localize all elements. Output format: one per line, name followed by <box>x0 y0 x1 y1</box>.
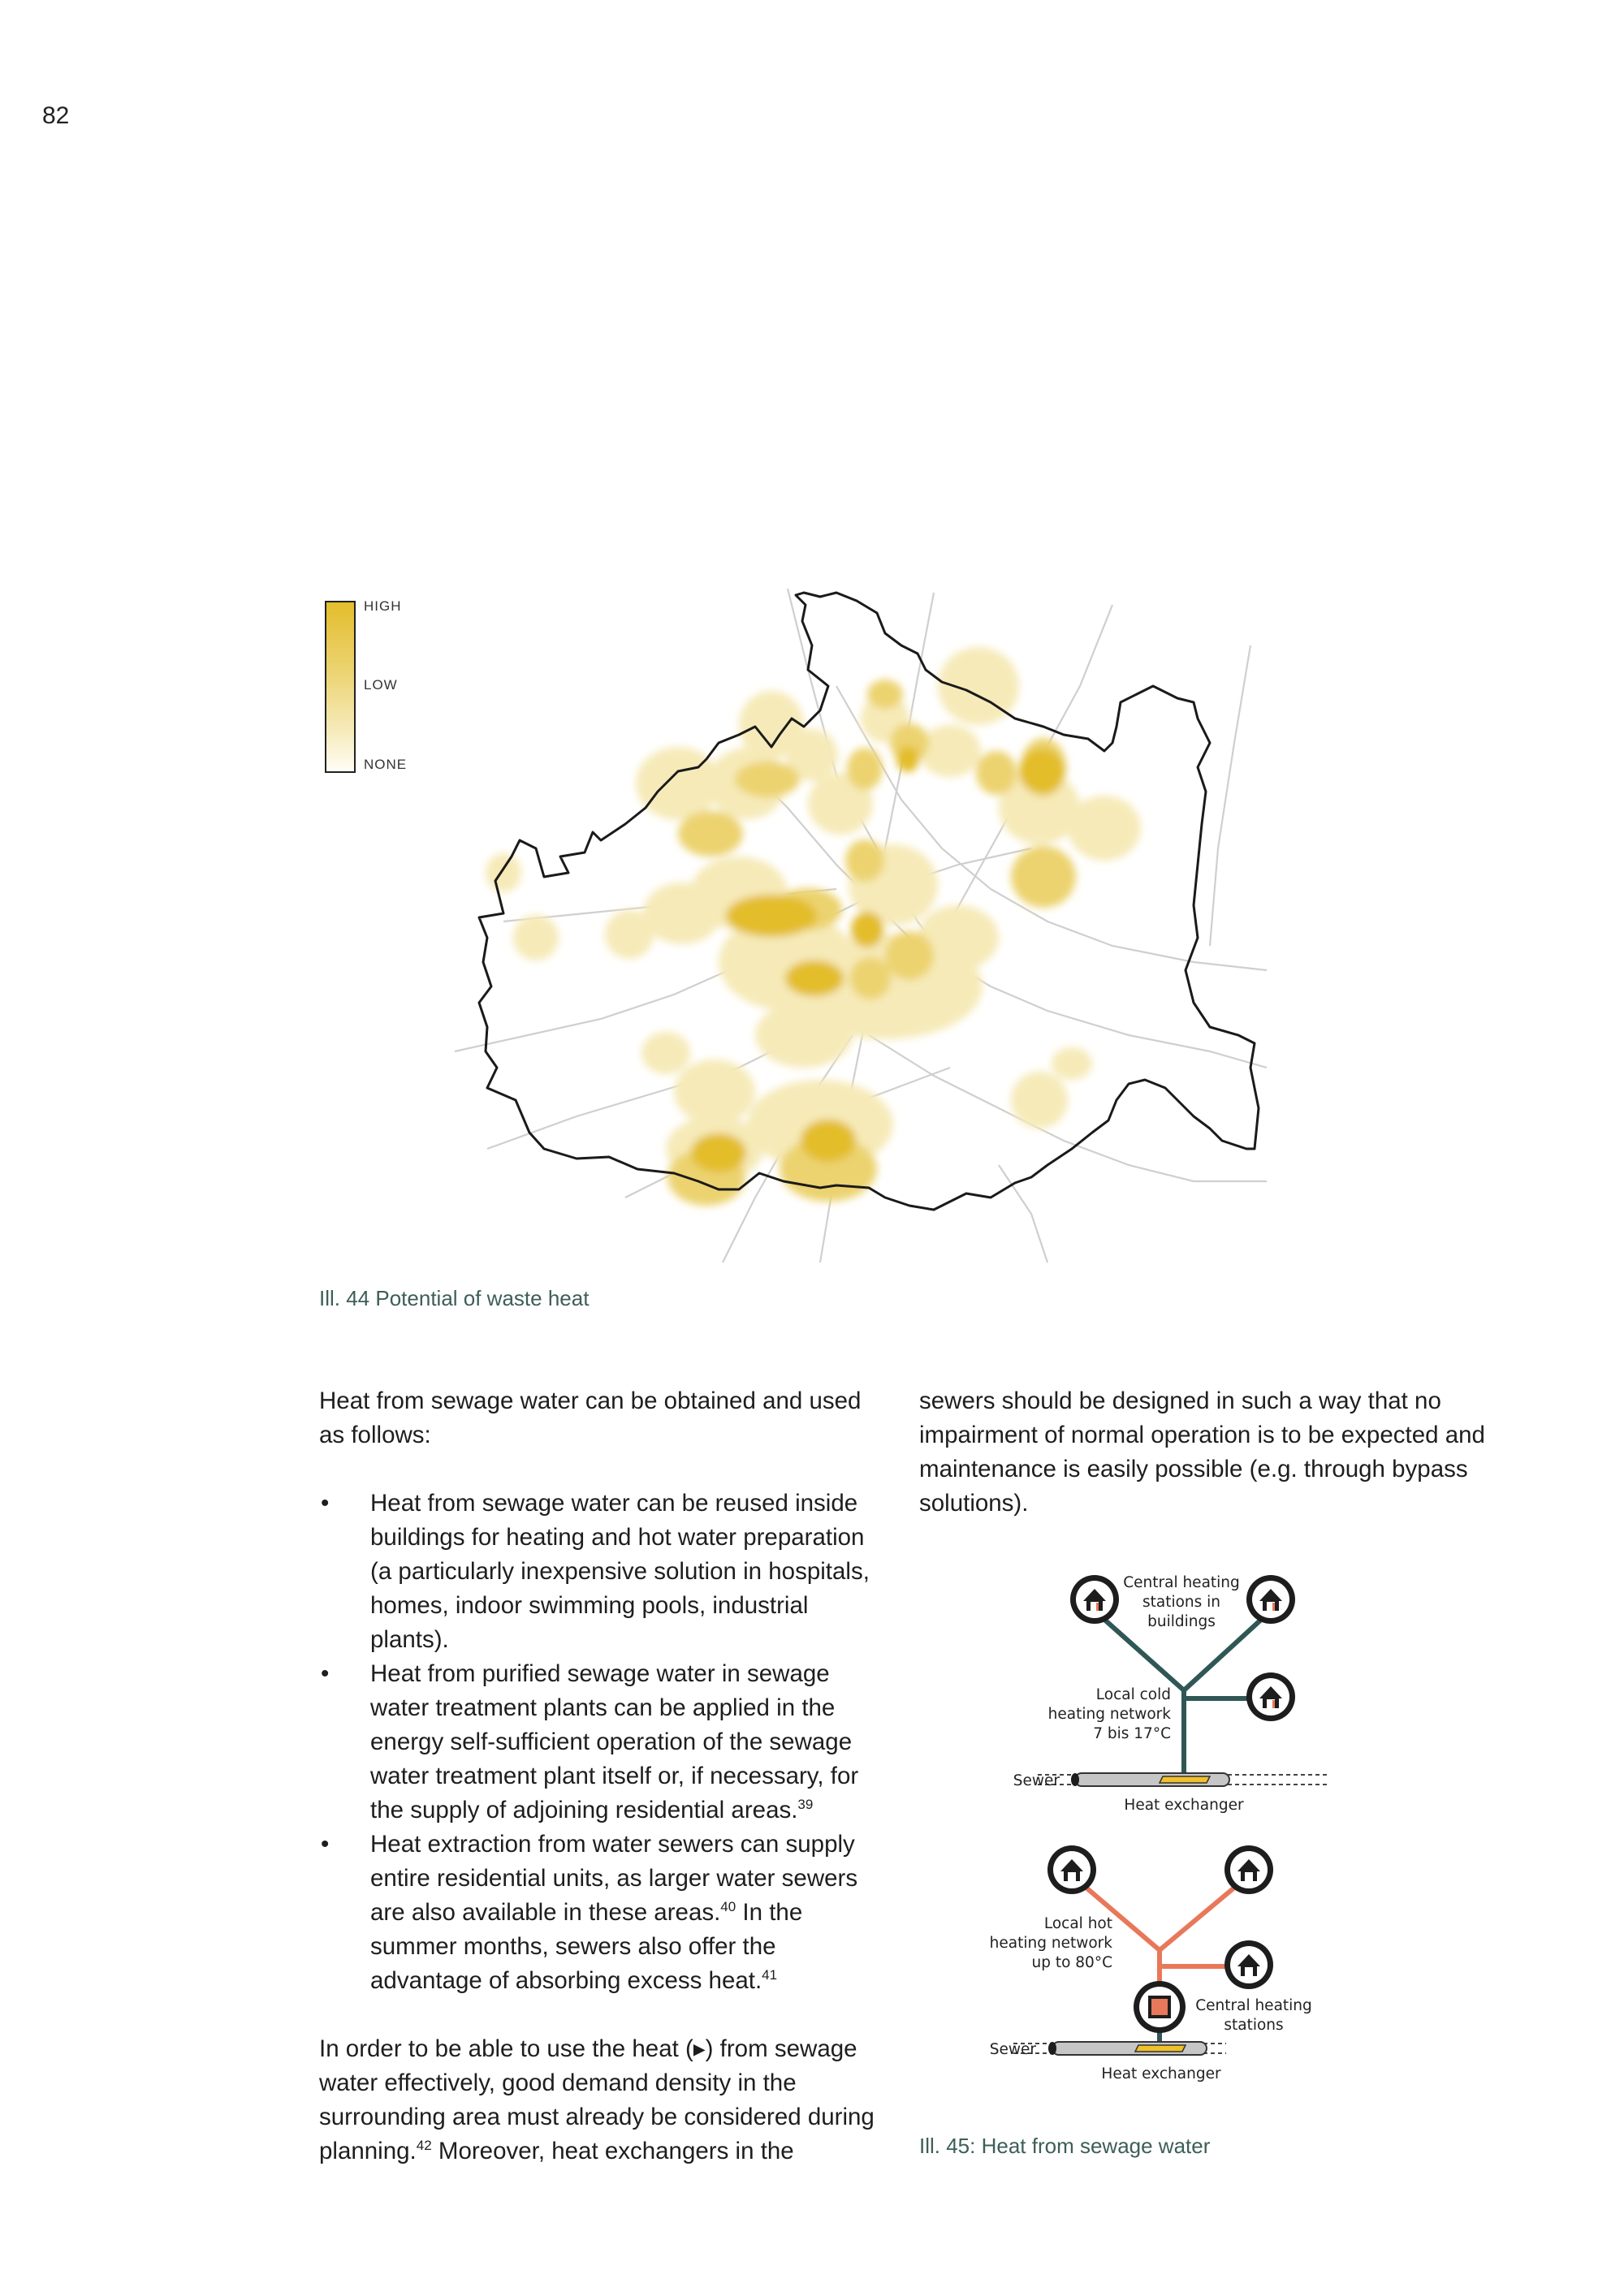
page-number: 82 <box>42 102 70 129</box>
house-icon <box>1246 1575 1295 1624</box>
legend-low-label: LOW <box>364 677 398 693</box>
footnote-ref: 41 <box>762 1967 778 1983</box>
sewage-heat-diagram-svg <box>958 1551 1332 2119</box>
hot-sewer-pipe <box>1013 2042 1226 2055</box>
right-column <box>919 1384 1488 1521</box>
waste-heat-map-svg <box>317 580 1275 1271</box>
waste-heat-map <box>317 580 1275 1271</box>
house-icon <box>1070 1575 1119 1624</box>
hot-network-label: up to 80°C <box>1031 1954 1112 1971</box>
map-caption: Ill. 44 Potential of waste heat <box>319 1286 590 1310</box>
cold-network-label: Local cold <box>1095 1686 1171 1703</box>
left-column <box>319 1384 888 2169</box>
footnote-ref: 42 <box>416 2138 432 2154</box>
hot-exchanger-label: Heat exchanger <box>1101 2065 1221 2082</box>
house-icon <box>1246 1672 1295 1721</box>
legend-none-label: NONE <box>364 757 408 772</box>
cold-stations-label: stations in <box>1142 1594 1221 1611</box>
bullet-text-continued: In the summer months, sewers also offer the advantage of absorbing excess heat. <box>370 1899 803 1994</box>
cold-network-label: 7 bis 17°C <box>1093 1725 1171 1742</box>
sewage-heat-diagram <box>958 1551 1332 2119</box>
bullet-item <box>319 1487 888 1657</box>
right-paragraph: sewers should be designed in such a way that no impairment of normal operation is to be expected and maintenance is easily possible (e.g. through bypass solutions). <box>919 1388 1485 1517</box>
bullet-list <box>319 1487 888 1998</box>
house-icon <box>1224 1940 1273 1989</box>
closing-text: In order to be able to use the heat (▸) from sewage water effectively, good demand density in the surrounding area must already be considered during planning. <box>319 2035 875 2164</box>
heat-hotspots <box>486 647 1141 1206</box>
cold-stations-label: Central heating <box>1123 1574 1240 1591</box>
hot-network-label: Local hot <box>1043 1915 1112 1932</box>
footnote-ref: 39 <box>797 1797 814 1813</box>
hot-stations-label: stations <box>1224 2017 1284 2034</box>
bullet-item <box>319 1828 888 1998</box>
house-icon <box>1047 1845 1096 1894</box>
bullet-text: Heat extraction from water sewers can supply entire residential units, as larger water sewers are also available in these areas. <box>370 1831 858 1926</box>
cold-stations-label: buildings <box>1147 1613 1216 1630</box>
bullet-text: Heat from sewage water can be reused inside buildings for heating and hot water preparation (a particularly inexpensive solution in hospitals, homes, indoor swimming pools, industrial plants). <box>370 1490 870 1653</box>
house-icon <box>1224 1845 1273 1894</box>
bullet-item <box>319 1657 888 1828</box>
bullet-text: Heat from purified sewage water in sewage water treatment plants can be applied in the energy self-sufficient operation of the sewage water treatment plant itself or, if necessary, for the supply of adjoining residential areas. <box>370 1660 859 1823</box>
hot-network-label: heating network <box>989 1935 1112 1952</box>
cold-network-label: heating network <box>1047 1706 1171 1723</box>
intro-paragraph: Heat from sewage water can be obtained and used as follows: <box>319 1388 862 1448</box>
legend-high-label: HIGH <box>364 598 402 614</box>
cold-exchanger-label: Heat exchanger <box>1124 1797 1244 1814</box>
hot-sewer-label: Sewer <box>989 2041 1036 2058</box>
footnote-ref: 40 <box>720 1899 736 1915</box>
diagram-caption: Ill. 45: Heat from sewage water <box>919 2134 1211 2158</box>
cold-sewer-label: Sewer <box>1013 1772 1060 1789</box>
closing-text-continued: Moreover, heat exchangers in the <box>431 2138 794 2164</box>
closing-paragraph <box>319 2032 888 2169</box>
cold-sewer-pipe <box>1038 1773 1328 1786</box>
heating-station-icon <box>1134 1981 1186 2033</box>
hot-stations-label: Central heating <box>1195 1997 1312 2014</box>
